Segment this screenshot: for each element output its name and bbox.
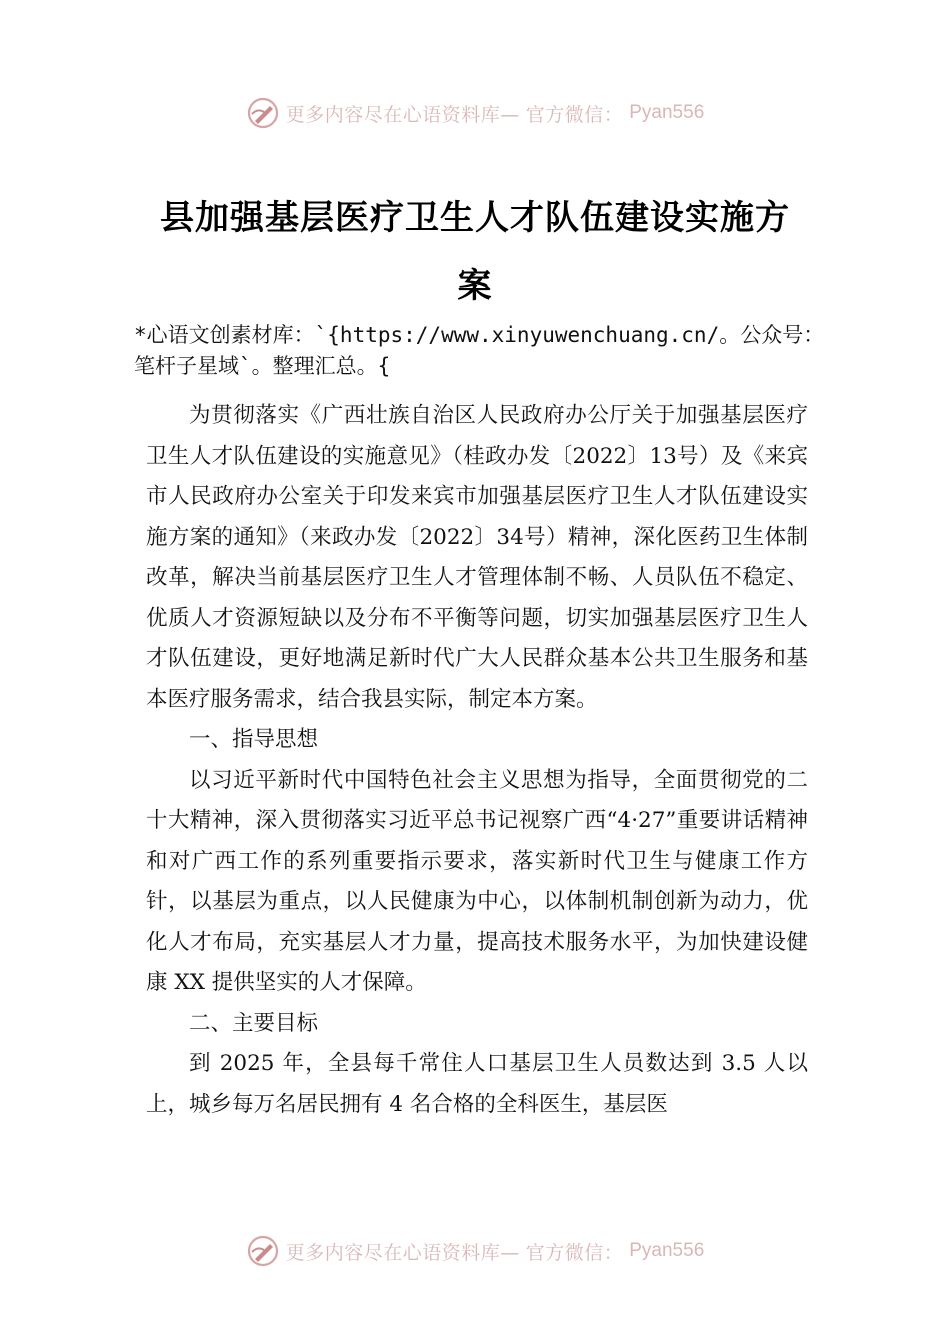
document-body	[146, 396, 808, 1125]
paragraph-guiding-ideology: 以习近平新时代中国特色社会主义思想为指导，全面贯彻党的二十大精神，深入贯彻落实习近平总书记视察广西“4·27”重要讲话精神和对广西工作的系列重要指示要求，落实新时代卫生与健康工作方针，以基层为重点，以人民健康为中心，以体制机制创新为动力，优化人才布局，充实基层人才力量，提高技术服务水平，为加快建设健康 XX 提供坚实的人才保障。	[146, 767, 808, 995]
pen-logo-icon	[246, 1234, 280, 1268]
source-note: *心语文创素材库：`{https://www.xinyuwenchuang.cn/。公众号：笔杆子星域`。整理汇总。{	[134, 323, 825, 378]
document-title-line2: 案	[457, 266, 493, 306]
paragraph-intro: 为贯彻落实《广西壮族自治区人民政府办公厅关于加强基层医疗卫生人才队伍建设的实施意见》（桂政办发〔2022〕13号）及《来宾市人民政府办公室关于印发来宾市加强基层医疗卫生人才队伍建设实施方案的通知》（来政办发〔2022〕34号）精神，深化医药卫生体制改革，解决当前基层医疗卫生人才管理体制不畅、人员队伍不稳定、优质人才资源短缺以及分布不平衡等问题，切实加强基层医疗卫生人才队伍建设，更好地满足新时代广大人民群众基本公共卫生服务和基本医疗服务需求，结合我县实际，制定本方案。	[146, 403, 808, 712]
section-heading-2: 二、主要目标	[189, 1010, 319, 1036]
section-heading-1: 一、指导思想	[189, 727, 319, 752]
watermark-header	[0, 96, 950, 130]
watermark-text: 更多内容尽在心语资料库—	[285, 1241, 520, 1264]
document-title-line1: 县加强基层医疗卫生人才队伍建设实施方	[160, 198, 790, 238]
watermark-wechat-id: Pyan556	[629, 1240, 705, 1261]
paragraph-main-goals: 到 2025 年，全县每千常住人口基层卫生人员数达到 3.5 人以上，城乡每万名居民拥有 4 名合格的全科医生，基层医	[146, 1051, 808, 1117]
watermark-wechat-id: Pyan556	[629, 102, 705, 123]
watermark-footer	[0, 1234, 950, 1268]
watermark-wechat-label: 官方微信：	[525, 103, 624, 126]
watermark-text: 更多内容尽在心语资料库—	[285, 103, 520, 126]
watermark-wechat-label: 官方微信：	[525, 1241, 624, 1264]
pen-logo-icon	[246, 96, 280, 130]
